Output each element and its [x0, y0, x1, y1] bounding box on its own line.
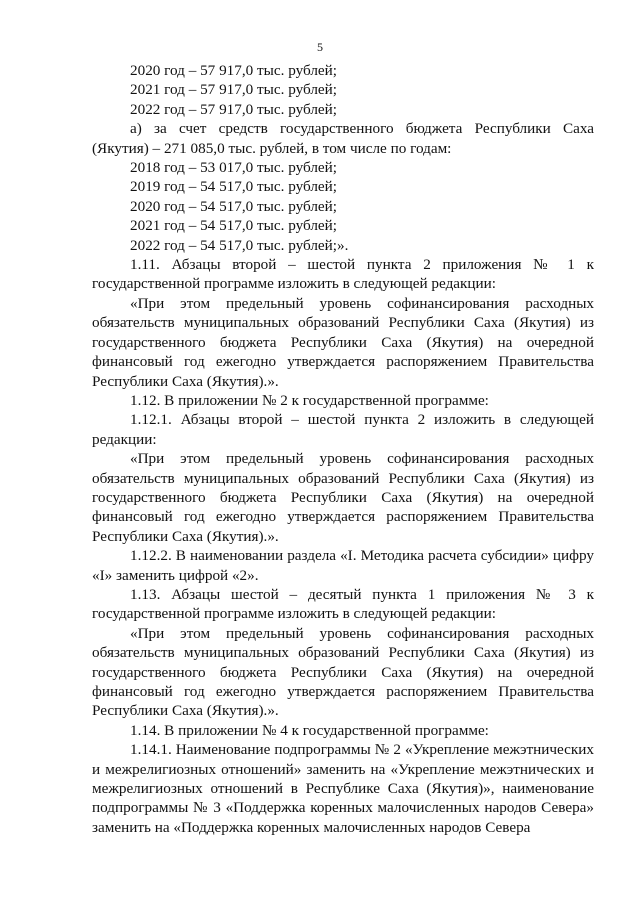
- paragraph: «При этом предельный уровень софинансирования расходных обязательств муниципальных образований Республики Саха (Якутия) из государственного бюджета Республики Саха (Якутия) на очередной финансовый год ежегодно утверждается распоряжением Правительства Республики Саха (Якутия).».: [92, 450, 594, 545]
- paragraph: «При этом предельный уровень софинансирования расходных обязательств муниципальных образований Республики Саха (Якутия) из государственного бюджета Республики Саха (Якутия) на очередной финансовый год ежегодно утверждается распоряжением Правительства Республики Саха (Якутия).».: [92, 294, 594, 390]
- paragraph: 1.12.1. Абзацы второй – шестой пункта 2 изложить в следующей редакции:: [92, 411, 594, 448]
- paragraph: 1.13. Абзацы шестой – десятый пункта 1 приложения № 3 к государственной программе изложить в следующей редакции:: [92, 585, 594, 623]
- paragraph: а) за счет средств государственного бюджета Республики Саха (Якутия) – 271 085,0 тыс. рублей, в том числе по годам:: [92, 120, 594, 157]
- paragraph: 2021 год – 57 917,0 тыс. рублей;: [130, 81, 338, 99]
- paragraph: 2022 год – 54 517,0 тыс. рублей;».: [130, 236, 349, 254]
- paragraph: «При этом предельный уровень софинансирования расходных обязательств муниципальных образований Республики Саха (Якутия) из государственного бюджета Республики Саха (Якутия) на очередной финансовый год ежегодно утверждается распоряжением Правительства Республики Саха (Якутия).».: [92, 624, 594, 720]
- paragraph: 1.14.1. Наименование подпрограммы № 2 «Укрепление межэтнических и межрелигиозных отношений» заменить на «Укрепление межэтнических и межрелигиозных отношений в Республике Саха (Якутия)», наименование подпрограммы № 3 «Поддержка коренных малочисленных народов Севера» заменить на «Поддержка коренных малочисленных народов Севера: [92, 741, 594, 836]
- paragraph: 1.12. В приложении № 2 к государственной программе:: [130, 391, 489, 409]
- paragraph: 1.14. В приложении № 4 к государственной программе:: [130, 721, 489, 739]
- paragraph: 2018 год – 53 017,0 тыс. рублей;: [130, 159, 338, 177]
- paragraph: 2020 год – 54 517,0 тыс. рублей;: [130, 197, 338, 215]
- document-body: [92, 61, 594, 837]
- paragraph: 2022 год – 57 917,0 тыс. рублей;: [130, 100, 338, 118]
- paragraph: 1.12.2. В наименовании раздела «I. Методика расчета субсидии» цифру «I» заменить цифрой «2».: [92, 547, 594, 584]
- paragraph: 1.11. Абзацы второй – шестой пункта 2 приложения № 1 к государственной программе изложить в следующей редакции:: [92, 256, 594, 293]
- paragraph: 2021 год – 54 517,0 тыс. рублей;: [130, 217, 338, 235]
- page-number: 5: [317, 40, 323, 54]
- paragraph: 2020 год – 57 917,0 тыс. рублей;: [130, 62, 338, 79]
- paragraph: 2019 год – 54 517,0 тыс. рублей;: [130, 178, 338, 196]
